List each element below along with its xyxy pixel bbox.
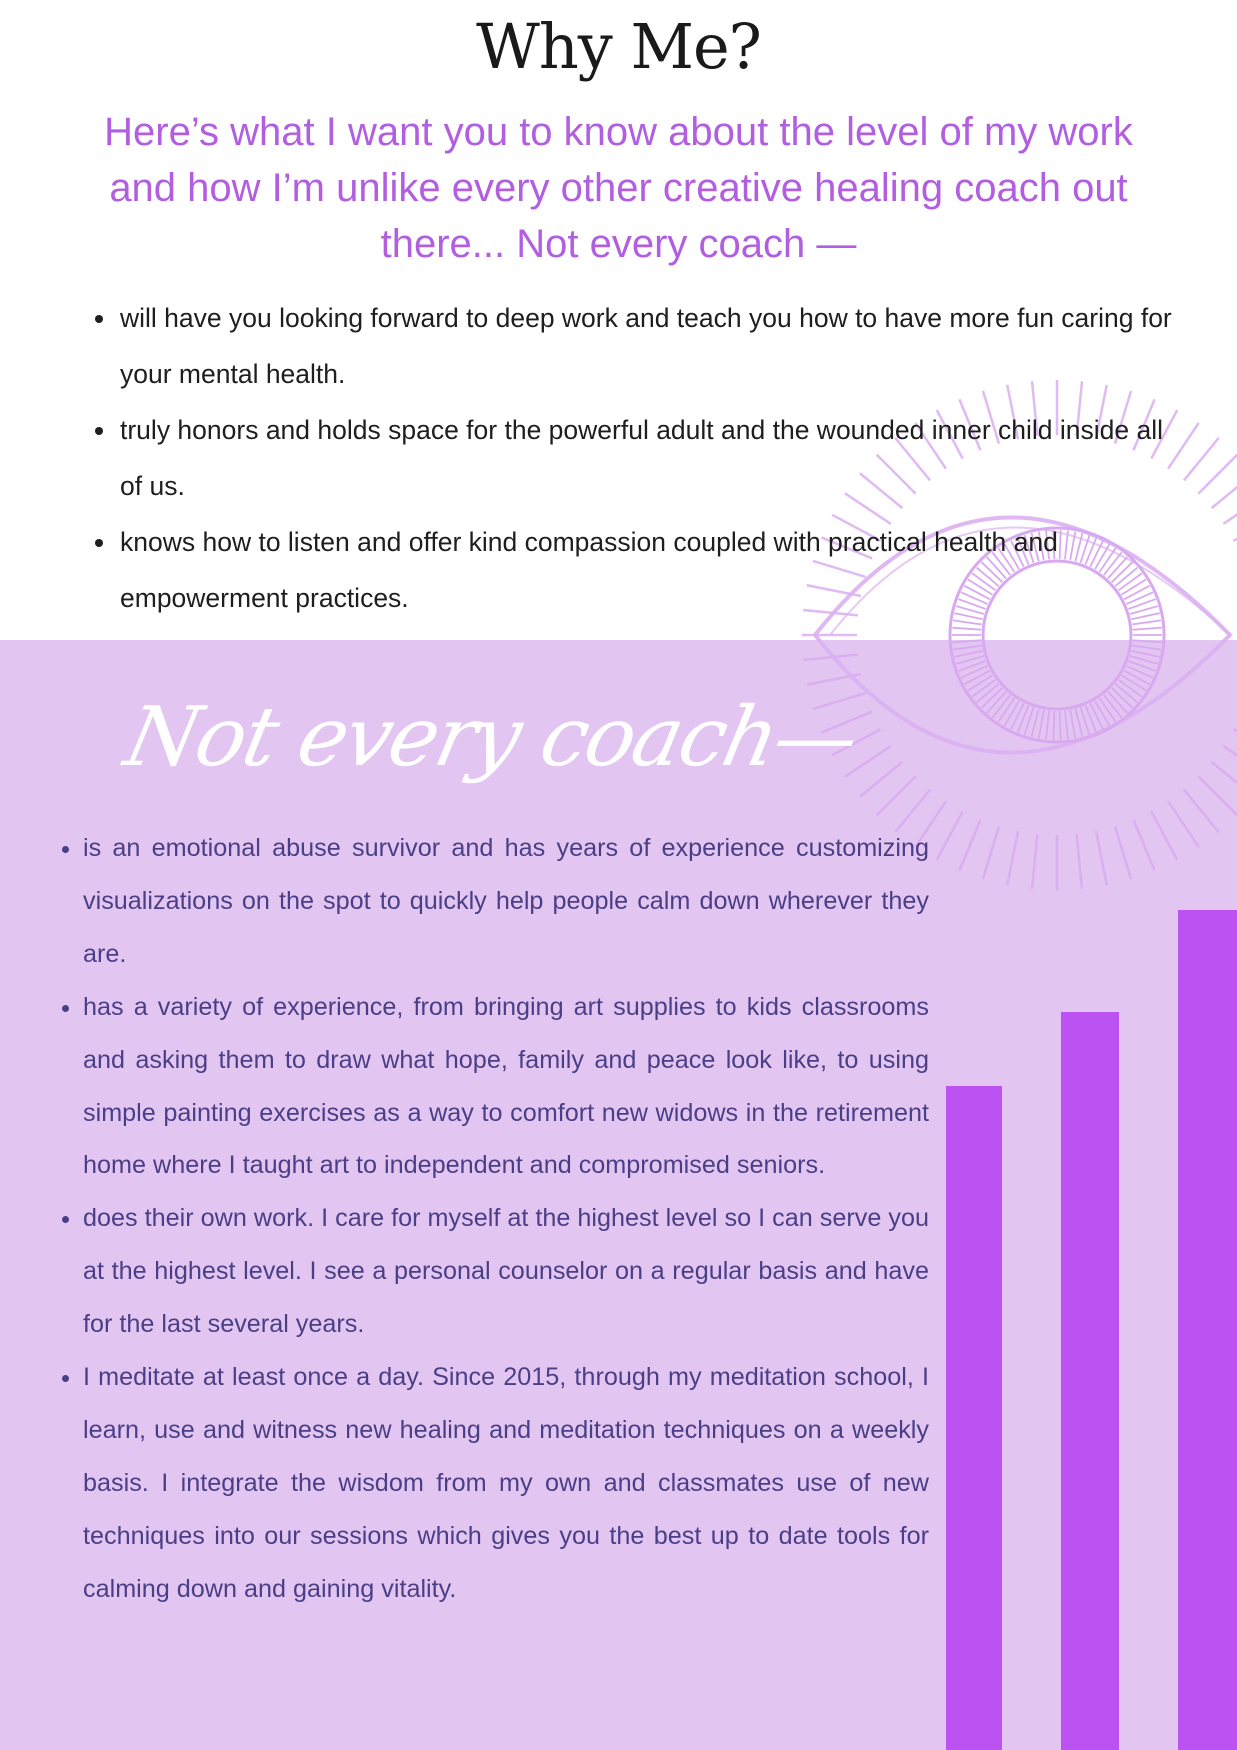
- top-bullet-list: [92, 290, 1178, 626]
- list-item: • truly honors and holds space for the powerful adult and the wounded inner child inside all of us.: [118, 402, 1178, 514]
- list-item: • will have you looking forward to deep work and teach you how to have more fun caring for your mental health.: [118, 290, 1178, 402]
- list-item: • knows how to listen and offer kind compassion coupled with practical health and empowerment practices.: [118, 514, 1178, 626]
- subtitle: Here’s what I want you to know about the level of my work and how I’m unlike every other creative healing coach out there... Not every coach —: [104, 110, 1133, 266]
- decorative-bar-3: [1178, 910, 1237, 1750]
- list-item: • does their own work. I care for myself at the highest level so I can serve you at the highest level. I see a personal counselor on a regular basis and have for the last several years.: [83, 1192, 929, 1351]
- script-heading-text: Not every coach—: [117, 688, 866, 785]
- decorative-bar-1: [946, 1086, 1002, 1750]
- decorative-bar-2: [1061, 1012, 1119, 1750]
- bottom-bullet-list: [57, 822, 929, 1616]
- list-item: • has a variety of experience, from bringing art supplies to kids classrooms and asking them to draw what hope, family and peace look like, to using simple painting exercises as a way to comfort new widows in the retirement home where I taught art to independent and compromised seniors.: [83, 981, 929, 1193]
- script-heading: [117, 655, 866, 825]
- list-item: • is an emotional abuse survivor and has years of experience customizing visualizations on the spot to quickly help people calm down wherever they are.: [83, 822, 929, 981]
- page-title: Why Me?: [476, 10, 761, 83]
- list-item: • I meditate at least once a day. Since 2015, through my meditation school, I learn, use and witness new healing and meditation techniques on a weekly basis. I integrate the wisdom from my own and classmates use of new techniques into our sessions which gives you the best up to date tools for calming down and gaining vitality.: [83, 1351, 929, 1616]
